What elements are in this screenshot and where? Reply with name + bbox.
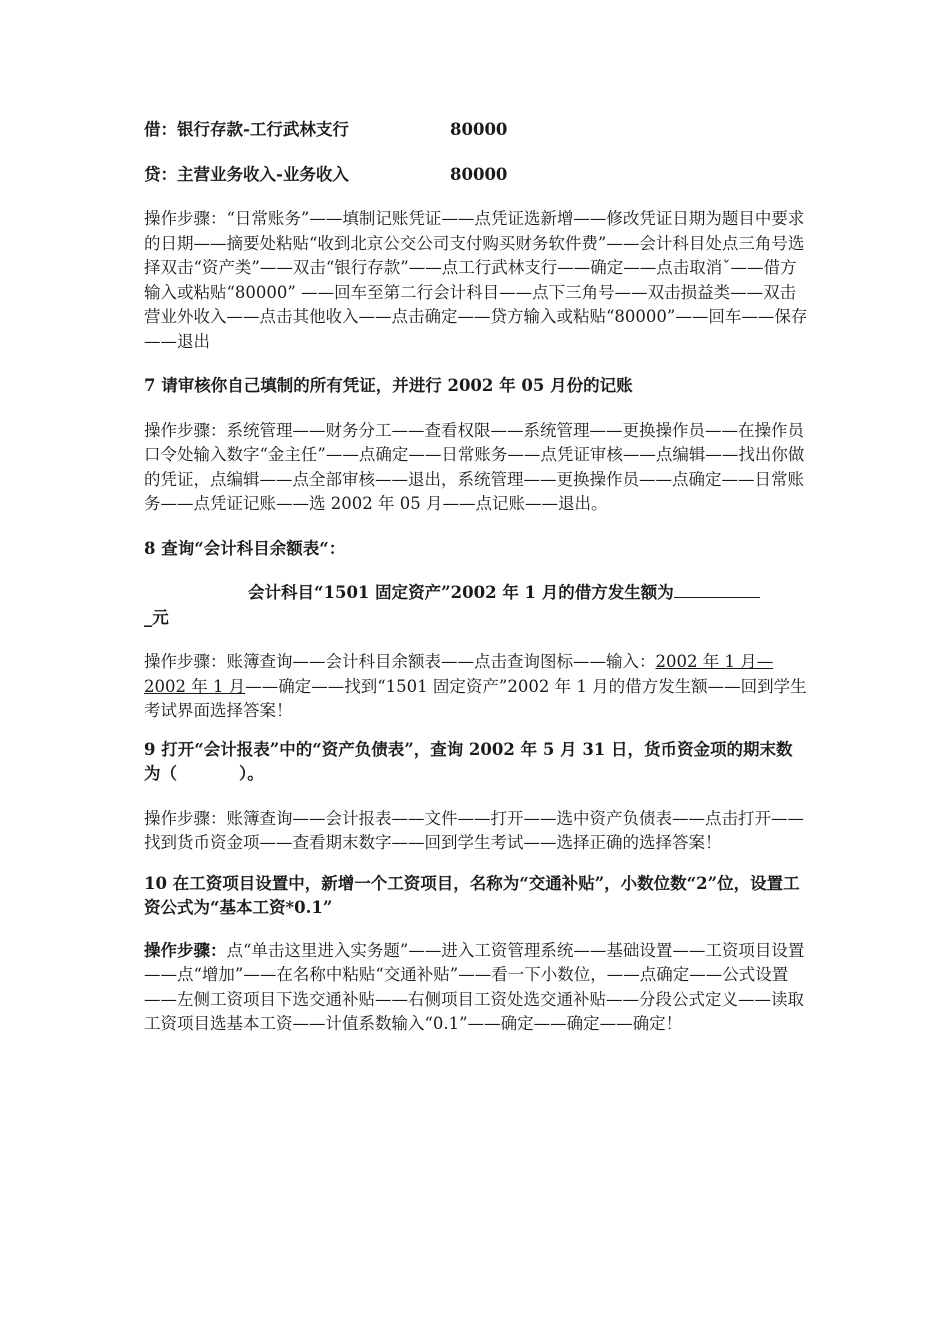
debit-entry: [144, 118, 808, 143]
document-page: [144, 118, 808, 1037]
credit-entry: [144, 163, 808, 188]
q8-title: 8 查询“会计科目余额表“：: [144, 538, 346, 558]
q10-title: 10 在工资项目设置中，新增一个工资项目，名称为“交通补贴”，小数位数“2”位，设置工资公式为“基本工资*0.1”: [144, 873, 800, 917]
q9-title-end: ）。: [239, 764, 264, 783]
credit-account: 贷：主营业务收入-业务收入: [144, 164, 349, 184]
q8-unit: _元: [144, 607, 169, 627]
steps-q8-suffix: ——确定——找到“1501 固定资产”2002 年 1 月的借方发生额——回到学生考试界面选择答案！: [144, 676, 807, 720]
debit-amount: 80000: [450, 120, 508, 139]
answer-blank: [674, 581, 760, 598]
steps-q9: 操作步骤：账簿查询——会计报表——文件——打开——选中资产负债表——点击打开——找到货币资金项——查看期末数字——回到学生考试——选择正确的选择答案！: [144, 808, 804, 852]
debit-account: 借：银行存款-工行武林支行: [144, 120, 349, 139]
steps-q10: [144, 939, 808, 1037]
q8-question-text: 会计科目“1501 固定资产”2002 年 1 月的借方发生额为: [248, 583, 674, 602]
steps-q8-date-range: 2002 年 1 月—2002 年 1 月: [144, 652, 774, 696]
steps-q6: 操作步骤：“日常账务”——填制记账凭证——点凭证选新增——修改凭证日期为题目中要求的日期——摘要处粘贴“收到北京公交公司支付购买财务软件费”——会计科目处点三角号选择双击“资产类”——双击“银行存款”——点工行武林支行——确定——点击取消ˇ——借方输入或粘贴“80000” ——回车至第二行会计科目——点下三角号——双击损益类——双击营业外收入——点击其他收入——点击确定——贷方输入或粘贴“80000”——回车——保存——退出: [144, 209, 808, 351]
steps-q7: 操作步骤：系统管理——财务分工——查看权限——系统管理——更换操作员——在操作员口令处输入数字“金主任”——点确定——日常账务——点凭证审核——点编辑——找出你做的凭证，点编辑——点全部审核——退出，系统管理——更换操作员——点确定——日常账务——点凭证记账——选 2002 年 05 月——点记账——退出。: [144, 420, 805, 513]
credit-amount: 80000: [450, 164, 508, 184]
steps-q8-prefix: 操作步骤：账簿查询——会计科目余额表——点击查询图标——输入：: [144, 652, 656, 671]
steps-q10-text: 点“单击这里进入实务题”——进入工资管理系统——基础设置——工资项目设置——点“增加”——在名称中粘贴“交通补贴”——看一下小数位，——点确定——公式设置——左侧工资项目下选交通补贴——右侧项目工资处选交通补贴——分段公式定义——读取工资项目选基本工资——计值系数输入“0.1”——确定——确定——确定！: [144, 940, 805, 1033]
q7-title: 7 请审核你自己填制的所有凭证，并进行 2002 年 05 月份的记账: [144, 376, 633, 395]
steps-q10-label: 操作步骤：: [144, 940, 227, 960]
steps-q8: [144, 650, 808, 724]
q8-question: [144, 581, 808, 606]
q9-title-text: 9 打开“会计报表”中的“资产负债表”，查询 2002 年 5 月 31 日，货币资金项的期末数为（: [144, 739, 793, 783]
q9-title: [144, 738, 808, 787]
